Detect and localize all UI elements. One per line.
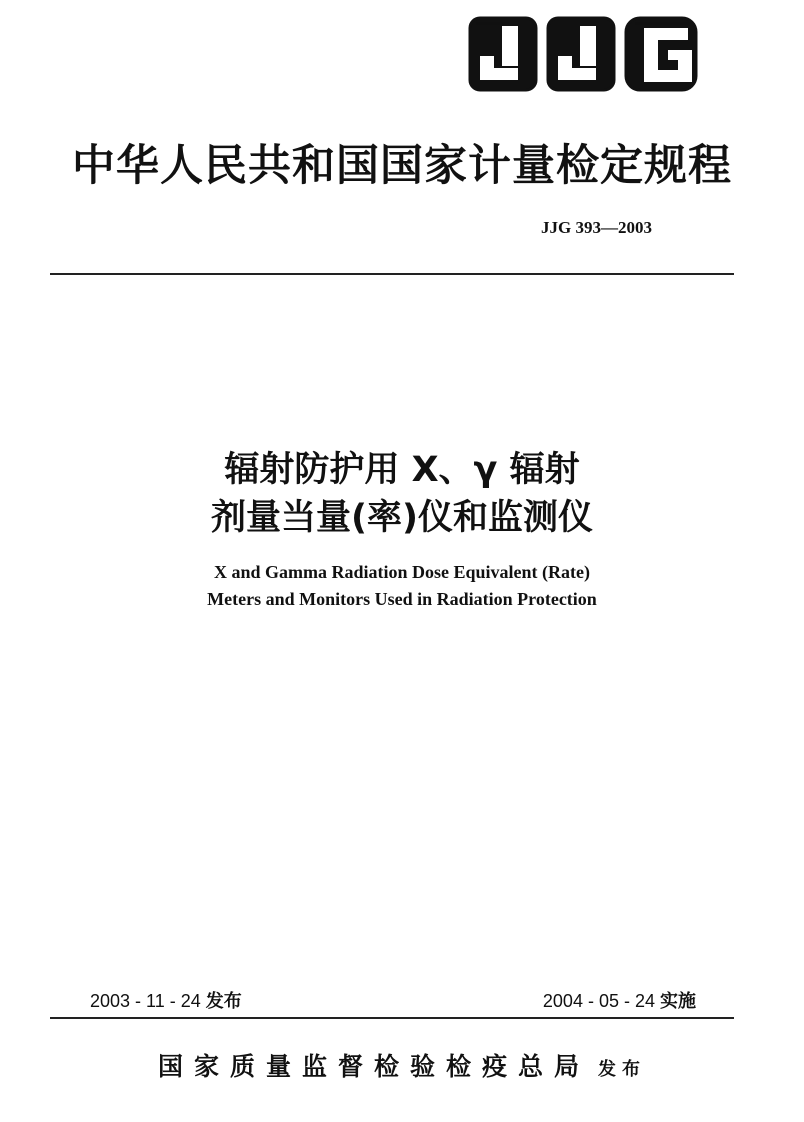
title-cn-line2: 剂量当量(率)仪和监测仪: [211, 498, 593, 538]
jjg-logo: [468, 16, 698, 98]
issue-date: 2003 - 11 - 24: [90, 991, 201, 1011]
series-title: 中华人民共和国国家计量检定规程: [72, 141, 732, 191]
title-en-line2: Meters and Monitors Used in Radiation Protection: [207, 589, 597, 609]
issue-label: 发布: [205, 991, 242, 1012]
effective-date: 2004 - 05 - 24: [542, 991, 655, 1011]
top-divider: [50, 273, 734, 275]
standard-code: JJG 393—2003: [541, 218, 652, 237]
bottom-divider: [50, 1017, 734, 1019]
publisher-name: 国家质量监督检验检疫总局: [157, 1052, 590, 1081]
issue-date-block: [90, 987, 242, 1013]
publisher-action: 发布: [598, 1059, 646, 1080]
effective-date-block: [543, 987, 696, 1013]
title-en-line1: X and Gamma Radiation Dose Equivalent (Rate): [213, 562, 590, 582]
publisher-line: [0, 1047, 804, 1083]
effective-label: 实施: [660, 991, 696, 1012]
title-cn-line1: 辐射防护用 X、γ 辐射: [224, 450, 580, 490]
